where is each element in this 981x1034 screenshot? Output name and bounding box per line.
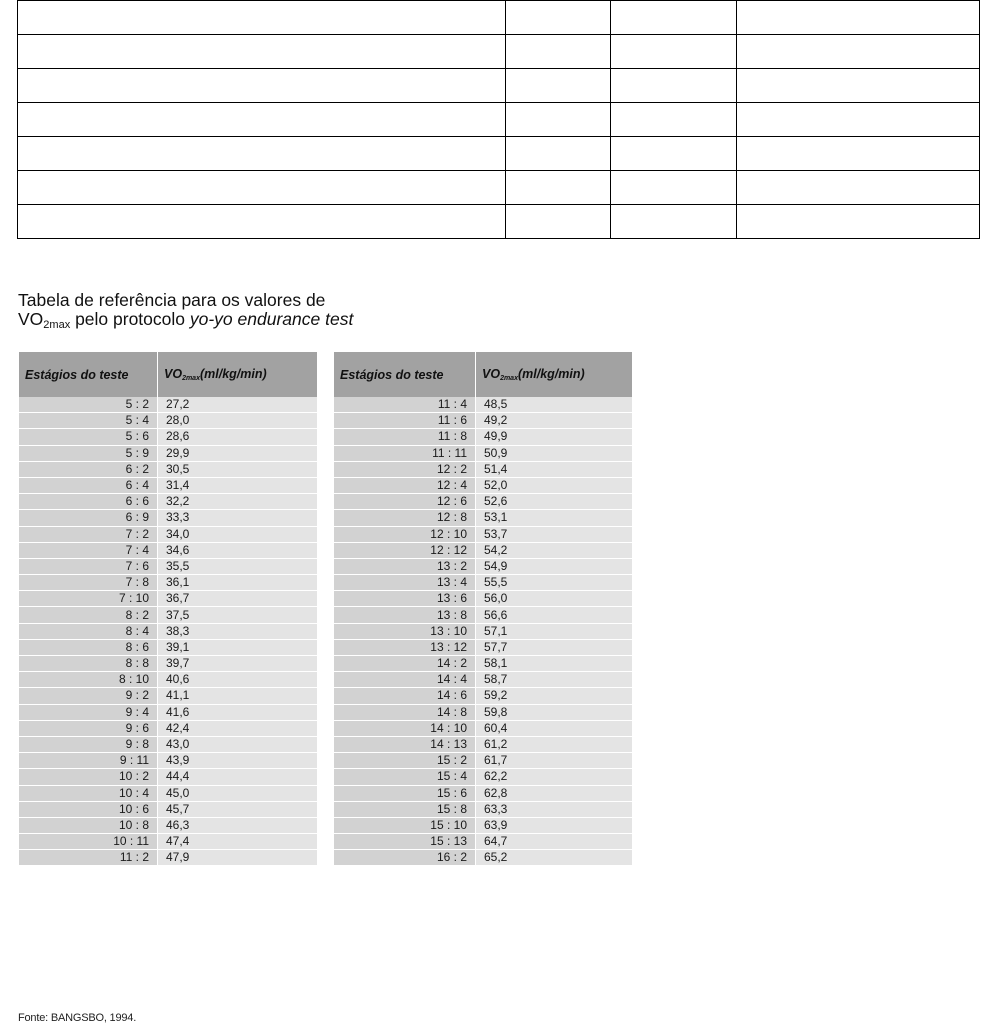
table-row <box>19 656 317 672</box>
vo2max-cell: 51,4 <box>476 462 632 478</box>
title-mid: pelo protocolo <box>70 309 190 329</box>
stage-cell: 5 : 2 <box>19 397 158 413</box>
stage-cell: 13 : 8 <box>334 607 476 623</box>
stage-cell: 11 : 2 <box>19 850 158 866</box>
table-row <box>19 850 317 866</box>
blank-form-cell <box>737 171 980 205</box>
vo2max-cell: 43,9 <box>158 753 317 769</box>
table-row <box>334 559 632 575</box>
stage-cell: 6 : 4 <box>19 478 158 494</box>
stage-cell: 8 : 8 <box>19 656 158 672</box>
table-title <box>18 291 353 335</box>
vo2max-cell: 28,0 <box>158 413 317 429</box>
vo2max-cell: 62,2 <box>476 769 632 785</box>
vo2max-cell: 57,1 <box>476 624 632 640</box>
stage-cell: 5 : 9 <box>19 446 158 462</box>
header-vo-unit: (ml/kg/min) <box>517 367 585 381</box>
blank-form-row <box>18 137 980 171</box>
vo2max-cell: 37,5 <box>158 607 317 623</box>
blank-form-cell <box>737 205 980 239</box>
stage-cell: 6 : 6 <box>19 494 158 510</box>
title-vo-sub: 2max <box>43 319 71 331</box>
stage-cell: 10 : 6 <box>19 802 158 818</box>
title-vo: VO <box>18 309 44 329</box>
vo2max-cell: 52,0 <box>476 478 632 494</box>
blank-form-cell <box>18 35 506 69</box>
blank-form-row <box>18 1 980 35</box>
table-row <box>334 510 632 526</box>
vo2max-cell: 42,4 <box>158 721 317 737</box>
blank-form-cell <box>737 69 980 103</box>
stage-cell: 15 : 8 <box>334 802 476 818</box>
blank-form-cell <box>506 1 611 35</box>
header-vo <box>158 352 317 397</box>
table-row <box>334 462 632 478</box>
table-row <box>19 802 317 818</box>
table-row <box>19 607 317 623</box>
blank-form-body <box>18 1 980 239</box>
table-row <box>334 753 632 769</box>
header-row <box>19 352 317 397</box>
vo2max-cell: 30,5 <box>158 462 317 478</box>
vo2max-cell: 50,9 <box>476 446 632 462</box>
header-vo-sub: 2max <box>500 375 518 382</box>
vo2max-cell: 57,7 <box>476 640 632 656</box>
stage-cell: 9 : 6 <box>19 721 158 737</box>
stage-cell: 12 : 2 <box>334 462 476 478</box>
stage-cell: 11 : 6 <box>334 413 476 429</box>
vo2max-cell: 36,7 <box>158 591 317 607</box>
stage-cell: 8 : 10 <box>19 672 158 688</box>
vo2max-cell: 49,9 <box>476 429 632 445</box>
vo2max-cell: 58,1 <box>476 656 632 672</box>
vo2max-cell: 54,2 <box>476 543 632 559</box>
stage-cell: 14 : 6 <box>334 688 476 704</box>
stage-cell: 10 : 2 <box>19 769 158 785</box>
table-row <box>334 607 632 623</box>
blank-form-cell <box>611 137 737 171</box>
table-row <box>334 705 632 721</box>
stage-cell: 15 : 4 <box>334 769 476 785</box>
header-vo-unit: (ml/kg/min) <box>199 367 267 381</box>
vo2max-cell: 47,4 <box>158 834 317 850</box>
table-row <box>19 527 317 543</box>
table-row <box>334 478 632 494</box>
table-row <box>19 737 317 753</box>
stage-cell: 15 : 6 <box>334 786 476 802</box>
vo2max-cell: 52,6 <box>476 494 632 510</box>
table-row <box>334 672 632 688</box>
blank-form-cell <box>506 103 611 137</box>
title-italic: yo-yo endurance test <box>189 309 354 329</box>
header-vo <box>476 352 632 397</box>
table-row <box>334 802 632 818</box>
vo2max-cell: 38,3 <box>158 624 317 640</box>
stage-cell: 14 : 4 <box>334 672 476 688</box>
stage-cell: 7 : 8 <box>19 575 158 591</box>
stage-cell: 7 : 10 <box>19 591 158 607</box>
blank-form-cell <box>611 1 737 35</box>
reference-table-left <box>19 352 317 866</box>
stage-cell: 7 : 4 <box>19 543 158 559</box>
vo2max-cell: 61,2 <box>476 737 632 753</box>
table-row <box>334 591 632 607</box>
reference-table-right-body <box>334 397 632 866</box>
blank-form-grid <box>17 0 980 239</box>
stage-cell: 10 : 4 <box>19 786 158 802</box>
table-row <box>19 688 317 704</box>
table-row <box>334 688 632 704</box>
table-row <box>334 413 632 429</box>
table-row <box>334 429 632 445</box>
table-row <box>19 543 317 559</box>
stage-cell: 11 : 8 <box>334 429 476 445</box>
table-row <box>19 834 317 850</box>
stage-cell: 9 : 4 <box>19 705 158 721</box>
blank-form-cell <box>18 205 506 239</box>
vo2max-cell: 59,8 <box>476 705 632 721</box>
header-row <box>334 352 632 397</box>
reference-table-left-body <box>19 397 317 866</box>
table-row <box>19 591 317 607</box>
table-row <box>19 446 317 462</box>
stage-cell: 9 : 2 <box>19 688 158 704</box>
table-row <box>19 753 317 769</box>
blank-form-cell <box>737 35 980 69</box>
table-row <box>334 397 632 413</box>
vo2max-cell: 32,2 <box>158 494 317 510</box>
blank-form-row <box>18 171 980 205</box>
vo2max-cell: 65,2 <box>476 850 632 866</box>
table-row <box>19 721 317 737</box>
table-row <box>334 624 632 640</box>
table-row <box>19 672 317 688</box>
header-vo-text: VO <box>164 367 183 381</box>
stage-cell: 15 : 10 <box>334 818 476 834</box>
stage-cell: 13 : 12 <box>334 640 476 656</box>
vo2max-cell: 45,7 <box>158 802 317 818</box>
stage-cell: 12 : 12 <box>334 543 476 559</box>
table-row <box>19 624 317 640</box>
blank-form-cell <box>737 1 980 35</box>
vo2max-cell: 34,6 <box>158 543 317 559</box>
vo2max-cell: 47,9 <box>158 850 317 866</box>
table-row <box>19 510 317 526</box>
blank-form-cell <box>737 137 980 171</box>
vo2max-cell: 60,4 <box>476 721 632 737</box>
vo2max-cell: 49,2 <box>476 413 632 429</box>
vo2max-cell: 56,6 <box>476 607 632 623</box>
blank-form-row <box>18 205 980 239</box>
blank-form-cell <box>506 137 611 171</box>
stage-cell: 14 : 10 <box>334 721 476 737</box>
stage-cell: 13 : 10 <box>334 624 476 640</box>
blank-form-cell <box>611 35 737 69</box>
vo2max-cell: 63,3 <box>476 802 632 818</box>
source-citation: Fonte: BANGSBO, 1994. <box>18 1012 137 1024</box>
stage-cell: 11 : 4 <box>334 397 476 413</box>
header-stage: Estágios do teste <box>334 352 476 397</box>
vo2max-cell: 54,9 <box>476 559 632 575</box>
vo2max-cell: 36,1 <box>158 575 317 591</box>
stage-cell: 7 : 6 <box>19 559 158 575</box>
stage-cell: 13 : 2 <box>334 559 476 575</box>
vo2max-cell: 45,0 <box>158 786 317 802</box>
vo2max-cell: 28,6 <box>158 429 317 445</box>
blank-form-cell <box>18 171 506 205</box>
vo2max-cell: 64,7 <box>476 834 632 850</box>
table-row <box>19 413 317 429</box>
table-row <box>19 640 317 656</box>
stage-cell: 7 : 2 <box>19 527 158 543</box>
stage-cell: 15 : 2 <box>334 753 476 769</box>
vo2max-cell: 39,1 <box>158 640 317 656</box>
table-row <box>19 818 317 834</box>
blank-form-cell <box>506 171 611 205</box>
title-line-2 <box>18 310 353 335</box>
stage-cell: 9 : 8 <box>19 737 158 753</box>
blank-form-cell <box>611 171 737 205</box>
table-row <box>334 527 632 543</box>
stage-cell: 6 : 9 <box>19 510 158 526</box>
table-row <box>334 786 632 802</box>
vo2max-cell: 53,7 <box>476 527 632 543</box>
stage-cell: 14 : 13 <box>334 737 476 753</box>
stage-cell: 8 : 2 <box>19 607 158 623</box>
stage-cell: 16 : 2 <box>334 850 476 866</box>
blank-form-cell <box>506 35 611 69</box>
stage-cell: 8 : 6 <box>19 640 158 656</box>
vo2max-cell: 56,0 <box>476 591 632 607</box>
table-row <box>19 786 317 802</box>
table-row <box>334 721 632 737</box>
stage-cell: 13 : 4 <box>334 575 476 591</box>
blank-form-cell <box>611 103 737 137</box>
stage-cell: 12 : 8 <box>334 510 476 526</box>
table-row <box>334 834 632 850</box>
vo2max-cell: 39,7 <box>158 656 317 672</box>
header-stage: Estágios do teste <box>19 352 158 397</box>
vo2max-cell: 33,3 <box>158 510 317 526</box>
table-row <box>19 478 317 494</box>
blank-form-cell <box>611 69 737 103</box>
vo2max-cell: 61,7 <box>476 753 632 769</box>
table-row <box>334 818 632 834</box>
table-row <box>334 850 632 866</box>
table-row <box>19 559 317 575</box>
table-row <box>19 462 317 478</box>
stage-cell: 15 : 13 <box>334 834 476 850</box>
table-row <box>19 494 317 510</box>
title-line-1: Tabela de referência para os valores de <box>18 290 326 310</box>
header-vo-sub: 2max <box>182 375 200 382</box>
vo2max-cell: 31,4 <box>158 478 317 494</box>
vo2max-cell: 53,1 <box>476 510 632 526</box>
vo2max-cell: 43,0 <box>158 737 317 753</box>
stage-cell: 9 : 11 <box>19 753 158 769</box>
blank-form-cell <box>506 69 611 103</box>
vo2max-cell: 55,5 <box>476 575 632 591</box>
vo2max-cell: 59,2 <box>476 688 632 704</box>
table-row <box>334 494 632 510</box>
blank-form-cell <box>18 137 506 171</box>
vo2max-cell: 46,3 <box>158 818 317 834</box>
stage-cell: 12 : 6 <box>334 494 476 510</box>
vo2max-cell: 41,1 <box>158 688 317 704</box>
stage-cell: 5 : 6 <box>19 429 158 445</box>
vo2max-cell: 48,5 <box>476 397 632 413</box>
vo2max-cell: 41,6 <box>158 705 317 721</box>
table-row <box>334 640 632 656</box>
table-row <box>334 575 632 591</box>
table-row <box>19 575 317 591</box>
vo2max-cell: 35,5 <box>158 559 317 575</box>
blank-form-cell <box>506 205 611 239</box>
stage-cell: 10 : 8 <box>19 818 158 834</box>
blank-form-row <box>18 35 980 69</box>
reference-table-right <box>334 352 632 866</box>
blank-form-cell <box>737 103 980 137</box>
vo2max-cell: 34,0 <box>158 527 317 543</box>
stage-cell: 10 : 11 <box>19 834 158 850</box>
stage-cell: 13 : 6 <box>334 591 476 607</box>
stage-cell: 5 : 4 <box>19 413 158 429</box>
table-row <box>19 769 317 785</box>
vo2max-cell: 58,7 <box>476 672 632 688</box>
vo2max-cell: 44,4 <box>158 769 317 785</box>
blank-form-row <box>18 103 980 137</box>
vo2max-cell: 63,9 <box>476 818 632 834</box>
vo2max-cell: 29,9 <box>158 446 317 462</box>
stage-cell: 14 : 2 <box>334 656 476 672</box>
vo2max-cell: 40,6 <box>158 672 317 688</box>
blank-form-row <box>18 69 980 103</box>
blank-form-cell <box>18 69 506 103</box>
vo2max-cell: 62,8 <box>476 786 632 802</box>
stage-cell: 12 : 10 <box>334 527 476 543</box>
stage-cell: 8 : 4 <box>19 624 158 640</box>
header-vo-text: VO <box>482 367 501 381</box>
blank-form-cell <box>18 1 506 35</box>
table-row <box>334 737 632 753</box>
table-row <box>334 656 632 672</box>
table-row <box>19 705 317 721</box>
blank-form-cell <box>611 205 737 239</box>
vo2max-cell: 27,2 <box>158 397 317 413</box>
blank-form-cell <box>18 103 506 137</box>
table-row <box>334 543 632 559</box>
stage-cell: 14 : 8 <box>334 705 476 721</box>
table-row <box>19 429 317 445</box>
table-row <box>334 769 632 785</box>
stage-cell: 11 : 11 <box>334 446 476 462</box>
table-row <box>334 446 632 462</box>
stage-cell: 12 : 4 <box>334 478 476 494</box>
stage-cell: 6 : 2 <box>19 462 158 478</box>
table-row <box>19 397 317 413</box>
